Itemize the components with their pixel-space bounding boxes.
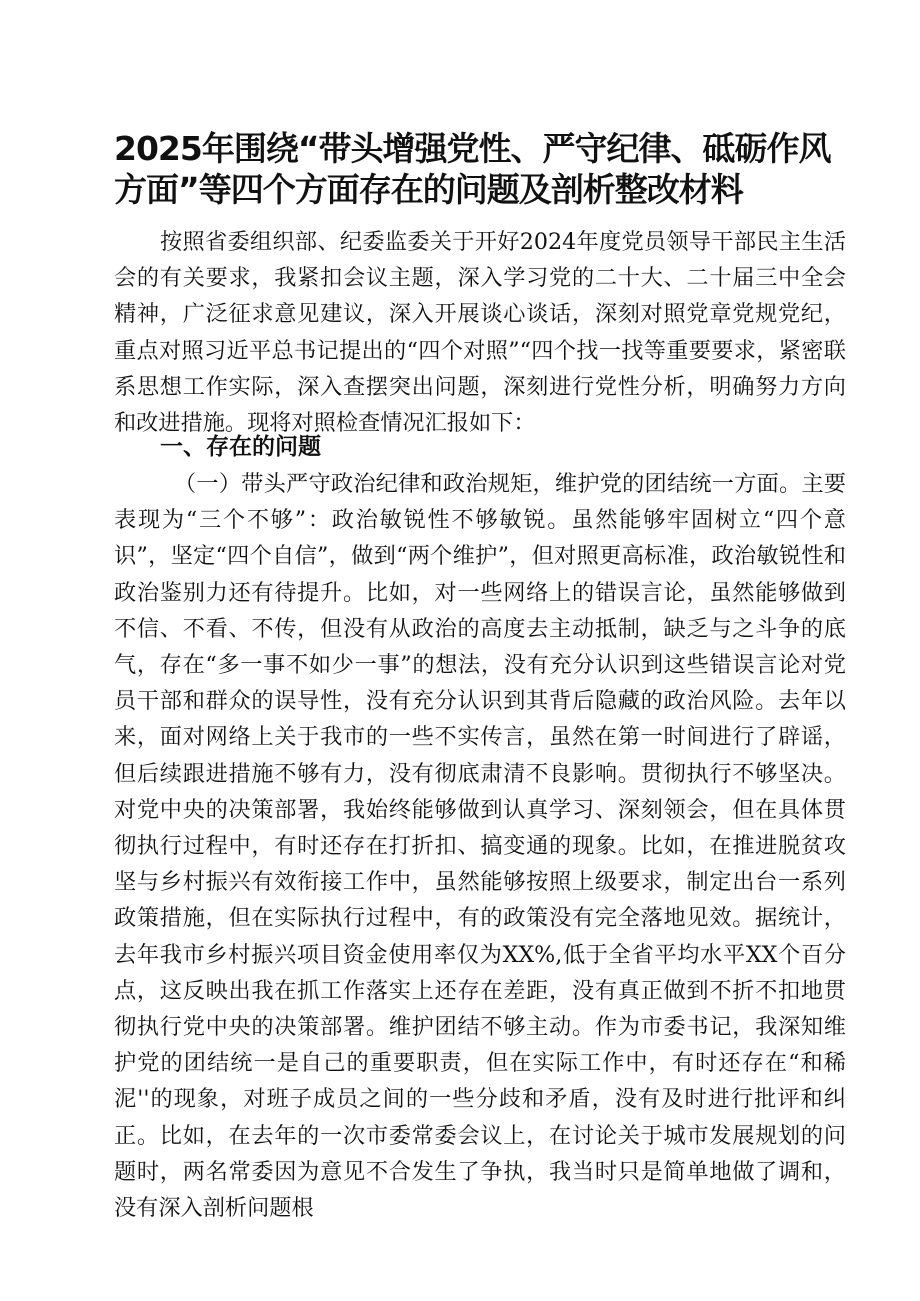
document-title: 2025年围绕“带头增强党性、严守纪律、砥砺作风方面”等四个方面存在的问题及剖析整改材料 [114, 129, 831, 209]
section1-paragraph-1: （一）带头严守政治纪律和政治规矩，维护党的团结统一方面。主要表现为“三个不够”：政治敏锐性不够敏锐。虽然能够牢固树立“四个意识”，坚定“四个自信”，做到“两个维护”，但对照更高标准，政治敏锐性和政治鉴别力还有待提升。比如，对一些网络上的错误言论，虽然能够做到不信、不看、不传，但没有从政治的高度去主动抵制，缺乏与之斗争的底气，存在“多一事不如少一事”的想法，没有充分认识到这些错误言论对党员干部和群众的误导性，没有充分认识到其背后隐藏的政治风险。去年以来，面对网络上关于我市的一些不实传言，虽然在第一时间进行了辟谣，但后续跟进措施不够有力，没有彻底肃清不良影响。贯彻执行不够坚决。对党中央的决策部署，我始终能够做到认真学习、深刻领会，但在具体贯彻执行过程中，有时还存在打折扣、搞变通的现象。比如，在推进脱贫攻坚与乡村振兴有效衔接工作中，虽然能够按照上级要求，制定出台一系列政策措施，但在实际执行过程中，有的政策没有完全落地见效。据统计，去年我市乡村振兴项目资金使用率仅为XX%,低于全省平均水平XX个百分点，这反映出我在抓工作落实上还存在差距，没有真正做到不折不扣地贯彻执行党中央的决策部署。维护团结不够主动。作为市委书记，我深知维护党的团结统一是自己的重要职责，但在实际工作中，有时还存在“和稀泥''的现象，对班子成员之间的一些分歧和矛盾，没有及时进行批评和纠正。比如，在去年的一次市委常委会议上，在讨论关于城市发展规划的问题时，两名常委因为意见不合发生了争执，我当时只是简单地做了调和，没有深入剖析问题根 [114, 471, 846, 1222]
section-heading-problems: 一、存在的问题 [160, 434, 321, 460]
intro-paragraph: 按照省委组织部、纪委监委关于开好2024年度党员领导干部民主生活会的有关要求，我紧扣会议主题，深入学习党的二十大、二十届三中全会精神，广泛征求意见建议，深入开展谈心谈话，深刻对照党章党规党纪，重点对照习近平总书记提出的“四个对照”“四个找一找等重要要求，紧密联系思想工作实际，深入查摆突出问题，深刻进行党性分析，明确努力方向和改进措施。现将对照检查情况汇报如下： [114, 229, 846, 437]
